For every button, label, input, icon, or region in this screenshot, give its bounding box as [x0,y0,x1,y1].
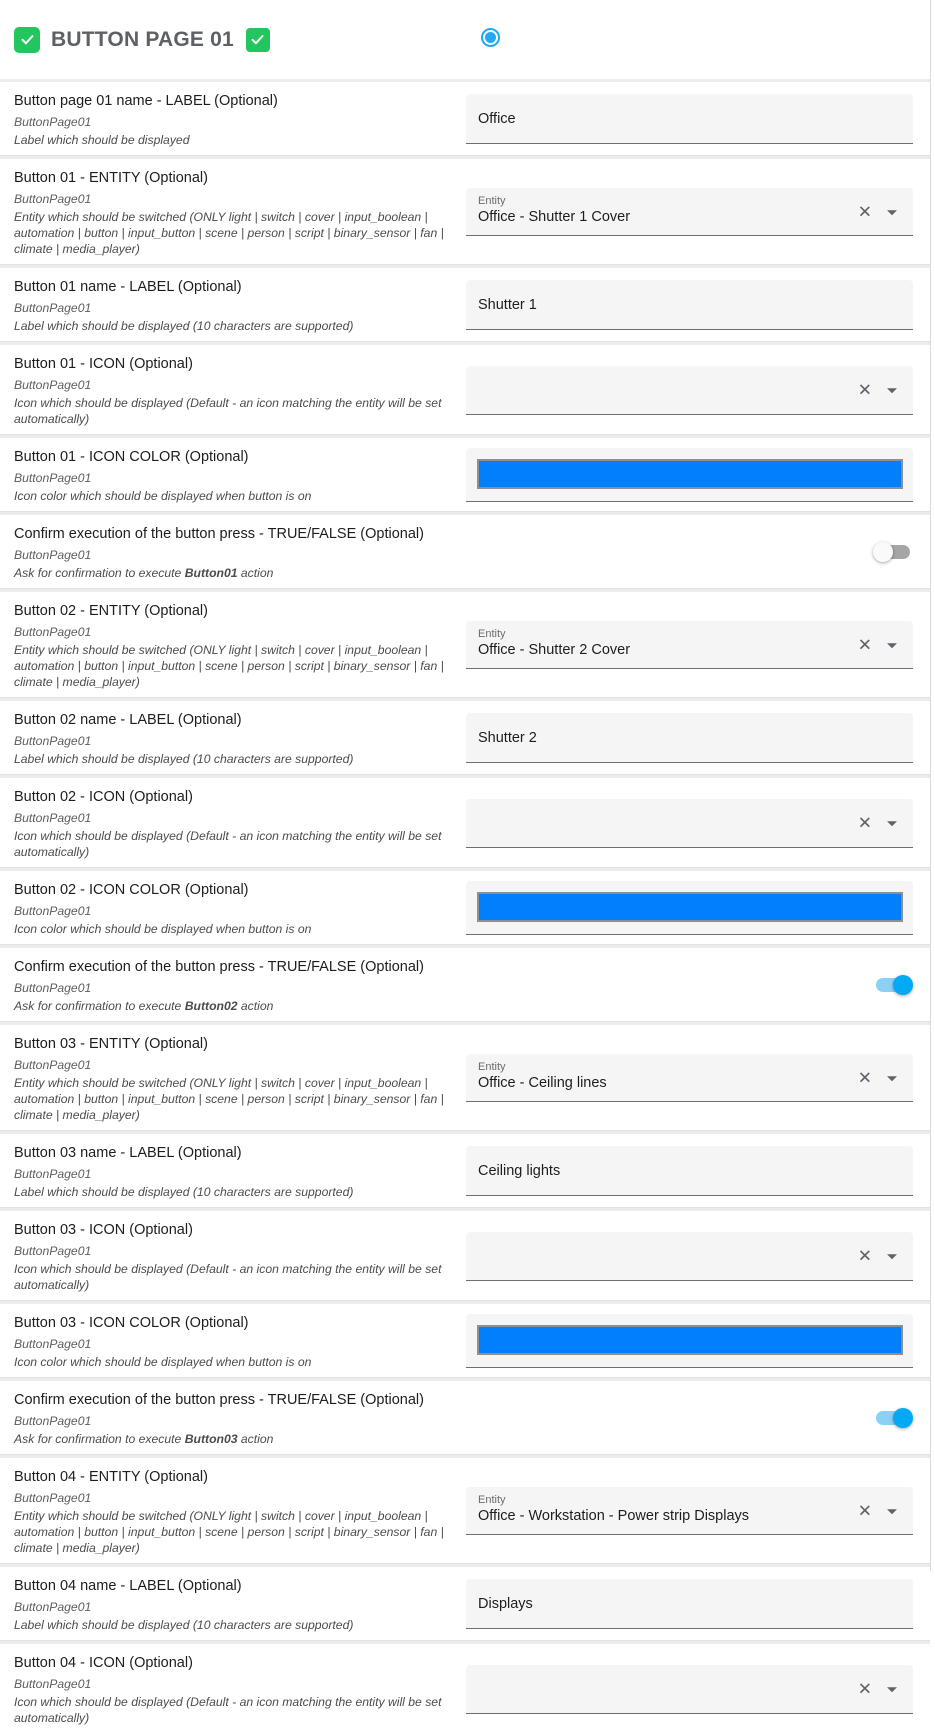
confirm-toggle[interactable] [876,1411,910,1425]
checkbox-checked-icon[interactable] [246,28,270,52]
entity-select[interactable] [466,1054,913,1102]
config-row [0,1208,930,1301]
row-text-block [14,709,466,767]
config-row [0,265,930,342]
row-control [466,879,913,937]
row-group-label: ButtonPage01 [14,1600,92,1614]
row-control [466,167,913,257]
row-title: Confirm execution of the button press - TRUE/FALSE (Optional) [14,959,424,975]
toggle-knob [873,542,893,562]
row-control [466,600,913,690]
confirm-toggle[interactable] [876,978,910,992]
row-group-label: ButtonPage01 [14,471,92,485]
row-description [14,1431,458,1447]
description-prefix: Ask for confirmation to execute [14,999,185,1013]
row-group-label: ButtonPage01 [14,115,92,129]
config-row [0,512,930,589]
row-group-label: ButtonPage01 [14,734,92,748]
config-row [0,1641,930,1734]
dropdown-caret-icon[interactable] [887,821,897,826]
row-group-label: ButtonPage01 [14,1491,92,1505]
config-row [0,1564,930,1641]
label-input[interactable] [478,1596,901,1612]
toggle-knob [893,975,913,995]
entity-field-label: Entity [478,1061,506,1073]
row-group-label: ButtonPage01 [14,904,92,918]
row-description: Entity which should be switched (ONLY light | switch | cover | input_boolean | automation | button | input_button | scene | person | script | binary_sensor | fan | climate | media_player) [14,1076,444,1122]
row-description [14,998,458,1014]
entity-select[interactable] [466,1487,913,1535]
clear-icon[interactable]: ✕ [857,1068,872,1087]
clear-icon[interactable]: ✕ [857,635,872,654]
row-control [466,956,913,1014]
confirm-toggle[interactable] [876,545,910,559]
row-description: Entity which should be switched (ONLY light | switch | cover | input_boolean | automation | button | input_button | scene | person | script | binary_sensor | fan | climate | media_player) [14,210,444,256]
label-input-field[interactable] [466,280,913,330]
row-description [14,565,458,581]
row-title: Button 02 name - LABEL (Optional) [14,712,242,728]
dropdown-caret-icon[interactable] [887,210,897,215]
config-rows [0,79,930,1734]
config-row [0,1378,930,1455]
checkbox-checked-icon[interactable] [14,27,40,53]
config-row [0,342,930,435]
row-control [466,1575,913,1633]
row-text-block [14,1389,466,1447]
row-title: Button 04 name - LABEL (Optional) [14,1578,242,1594]
row-text-block [14,1652,466,1726]
row-text-block [14,446,466,504]
row-control [466,1466,913,1556]
row-group-label: ButtonPage01 [14,378,92,392]
entity-field-label: Entity [478,628,506,640]
row-control [466,353,913,427]
row-title: Button 03 name - LABEL (Optional) [14,1145,242,1161]
page-title: BUTTON PAGE 01 [51,27,234,51]
config-row [0,1455,930,1564]
row-control [466,90,913,148]
color-picker-field[interactable] [466,881,913,935]
row-title: Button 02 - ICON COLOR (Optional) [14,882,249,898]
clear-icon[interactable]: ✕ [857,1679,872,1698]
row-description: Icon which should be displayed (Default - an icon matching the entity will be set automatically) [14,396,442,426]
row-text-block [14,276,466,334]
row-title: Button 01 - ICON COLOR (Optional) [14,449,249,465]
color-swatch[interactable] [477,459,903,489]
row-text-block [14,1466,466,1556]
entity-value: Office - Shutter 2 Cover [478,642,631,658]
row-text-block [14,1312,466,1370]
row-text-block [14,1033,466,1123]
row-description: Icon which should be displayed (Default - an icon matching the entity will be set automatically) [14,829,442,859]
row-description: Entity which should be switched (ONLY light | switch | cover | input_boolean | automation | button | input_button | scene | person | script | binary_sensor | fan | climate | media_player) [14,643,444,689]
config-row [0,698,930,775]
row-group-label: ButtonPage01 [14,1677,92,1691]
row-text-block [14,167,466,257]
toggle-knob [893,1408,913,1428]
row-description: Icon color which should be displayed when button is on [14,1355,312,1369]
config-row [0,1131,930,1208]
checkmark-icon [250,32,265,47]
description-suffix: action [237,999,274,1013]
entity-value: Office - Workstation - Power strip Displays [478,1508,750,1524]
row-group-label: ButtonPage01 [14,1244,92,1258]
row-title: Button 02 - ICON (Optional) [14,789,193,805]
color-swatch[interactable] [477,892,903,922]
row-title: Button 01 - ENTITY (Optional) [14,170,208,186]
row-group-label: ButtonPage01 [14,192,92,206]
clear-icon[interactable]: ✕ [857,380,872,399]
icon-select[interactable] [466,1232,913,1281]
row-control [466,523,913,581]
config-row [0,435,930,512]
row-text-block [14,786,466,860]
row-control [466,1389,913,1447]
row-group-label: ButtonPage01 [14,301,92,315]
config-row [0,945,930,1022]
row-description: Label which should be displayed (10 characters are supported) [14,752,354,766]
row-text-block [14,879,466,937]
entity-field-label: Entity [478,195,506,207]
row-text-block [14,1142,466,1200]
label-input-field[interactable] [466,94,913,144]
description-prefix: Ask for confirmation to execute [14,566,185,580]
row-title: Button 01 name - LABEL (Optional) [14,279,242,295]
row-title: Button 01 - ICON (Optional) [14,356,193,372]
row-group-label: ButtonPage01 [14,548,92,562]
description-prefix: Ask for confirmation to execute [14,1432,185,1446]
row-title: Confirm execution of the button press - TRUE/FALSE (Optional) [14,526,424,542]
checkmark-icon [20,32,35,47]
radio-selected-icon[interactable] [481,28,500,47]
row-control [466,1312,913,1370]
row-description: Icon which should be displayed (Default - an icon matching the entity will be set automatically) [14,1695,442,1725]
row-control [466,1033,913,1123]
config-row [0,775,930,868]
icon-select[interactable] [466,366,913,415]
row-text-block [14,523,466,581]
entity-value: Office - Ceiling lines [478,1075,607,1091]
dropdown-caret-icon[interactable] [887,643,897,648]
label-input-field[interactable] [466,1146,913,1196]
row-title: Button 03 - ICON COLOR (Optional) [14,1315,249,1331]
row-text-block [14,90,466,148]
row-group-label: ButtonPage01 [14,1414,92,1428]
row-group-label: ButtonPage01 [14,981,92,995]
row-text-block [14,1575,466,1633]
dropdown-caret-icon[interactable] [887,388,897,393]
row-title: Button page 01 name - LABEL (Optional) [14,93,278,109]
row-text-block [14,353,466,427]
label-input[interactable] [478,730,901,746]
color-picker-field[interactable] [466,1314,913,1368]
row-group-label: ButtonPage01 [14,1337,92,1351]
clear-icon[interactable]: ✕ [857,813,872,832]
row-text-block [14,1219,466,1293]
row-text-block [14,600,466,690]
row-group-label: ButtonPage01 [14,1167,92,1181]
row-control [466,276,913,334]
row-control [466,446,913,504]
row-description: Entity which should be switched (ONLY light | switch | cover | input_boolean | automation | button | input_button | scene | person | script | binary_sensor | fan | climate | media_player) [14,1509,444,1555]
row-control [466,1219,913,1293]
entity-select[interactable] [466,188,913,236]
row-title: Button 04 - ICON (Optional) [14,1655,193,1671]
color-picker-field[interactable] [466,448,913,502]
label-input-field[interactable] [466,713,913,763]
label-input-field[interactable] [466,1579,913,1629]
clear-icon[interactable]: ✕ [857,1246,872,1265]
config-row [0,589,930,698]
row-group-label: ButtonPage01 [14,1058,92,1072]
row-control [466,709,913,767]
description-bold: Button03 [184,1432,238,1446]
row-description: Label which should be displayed (10 characters are supported) [14,1185,354,1199]
label-input[interactable] [478,1163,901,1179]
row-control [466,786,913,860]
icon-select[interactable] [466,799,913,848]
description-bold: Button01 [184,566,238,580]
row-control [466,1142,913,1200]
config-row [0,1022,930,1131]
icon-select[interactable] [466,1665,913,1714]
row-description: Icon color which should be displayed when button is on [14,489,312,503]
dropdown-caret-icon[interactable] [887,1509,897,1514]
row-group-label: ButtonPage01 [14,811,92,825]
config-row [0,156,930,265]
clear-icon[interactable]: ✕ [857,202,872,221]
row-description: Label which should be displayed (10 characters are supported) [14,319,354,333]
row-title: Button 02 - ENTITY (Optional) [14,603,208,619]
page-header [0,0,930,79]
label-input[interactable] [478,297,901,313]
radio-dot [485,32,496,43]
row-title: Button 03 - ENTITY (Optional) [14,1036,208,1052]
dropdown-caret-icon[interactable] [887,1254,897,1259]
config-row [0,79,930,156]
row-title: Button 03 - ICON (Optional) [14,1222,193,1238]
description-bold: Button02 [184,999,238,1013]
entity-field-label: Entity [478,1494,506,1506]
config-row [0,1301,930,1378]
config-row [0,868,930,945]
row-description: Icon color which should be displayed when button is on [14,922,312,936]
entity-select[interactable] [466,621,913,669]
color-swatch[interactable] [477,1325,903,1355]
row-description: Label which should be displayed (10 characters are supported) [14,1618,354,1632]
row-description: Icon which should be displayed (Default - an icon matching the entity will be set automatically) [14,1262,442,1292]
row-group-label: ButtonPage01 [14,625,92,639]
dropdown-caret-icon[interactable] [887,1076,897,1081]
dropdown-caret-icon[interactable] [887,1687,897,1692]
row-description: Label which should be displayed [14,133,190,147]
label-input[interactable] [478,111,901,127]
row-title: Confirm execution of the button press - TRUE/FALSE (Optional) [14,1392,424,1408]
row-text-block [14,956,466,1014]
description-suffix: action [237,1432,274,1446]
row-control [466,1652,913,1726]
clear-icon[interactable]: ✕ [857,1501,872,1520]
row-title: Button 04 - ENTITY (Optional) [14,1469,208,1485]
description-suffix: action [237,566,274,580]
entity-value: Office - Shutter 1 Cover [478,209,631,225]
